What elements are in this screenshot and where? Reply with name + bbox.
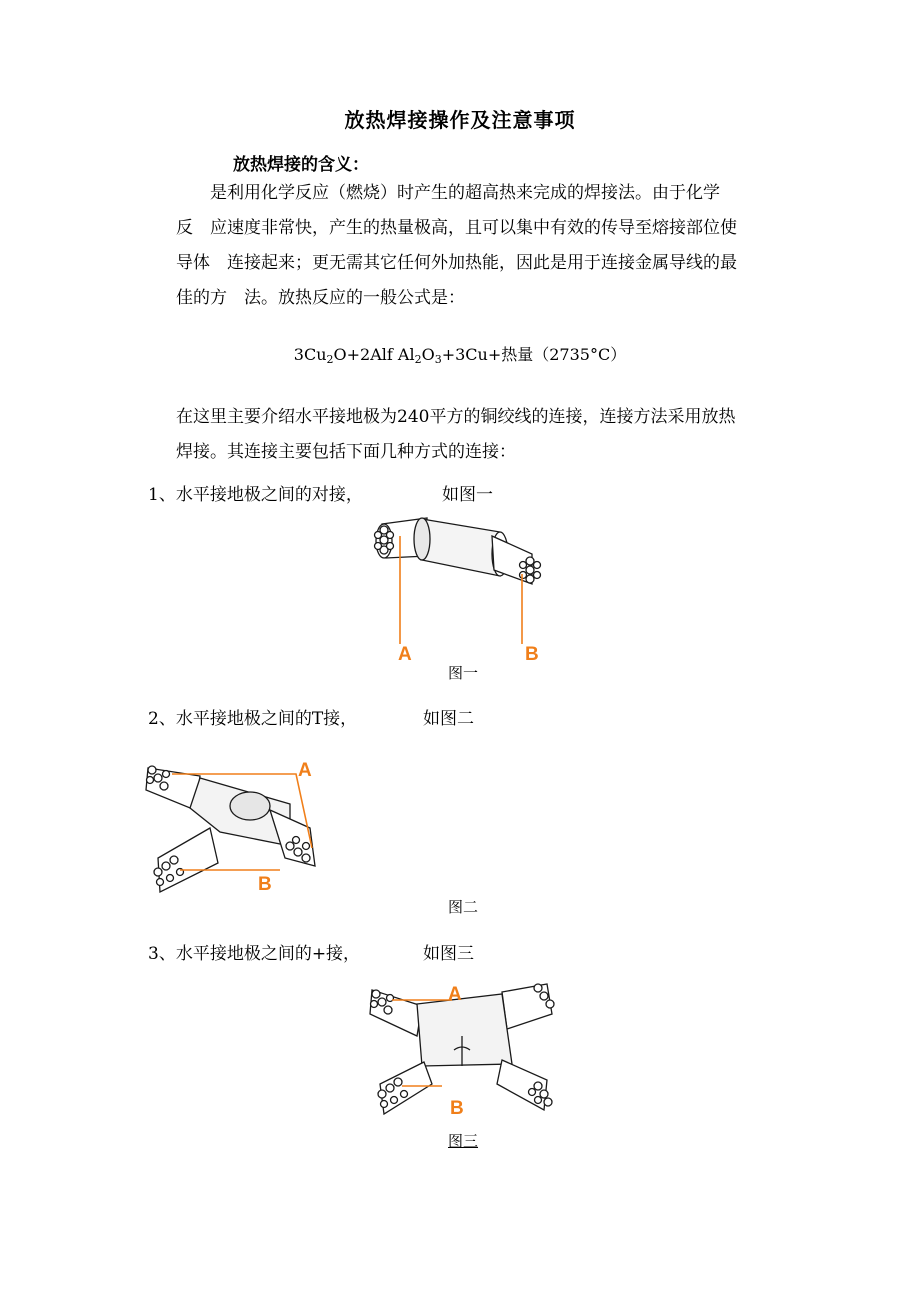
paragraph-line: 导体 连接起来；更无需其它任何外加热能，因此是用于连接金属导线的最 xyxy=(176,253,737,273)
paragraph-definition xyxy=(176,176,786,316)
label-a: A xyxy=(298,760,312,781)
figure-reference: 如图二 xyxy=(423,709,474,729)
paragraph-line: 反 应速度非常快，产生的热量极高，且可以集中有效的传导至熔接部位使 xyxy=(176,218,737,238)
list-item-text: 3、水平接地极之间的+接， xyxy=(148,944,361,964)
list-item-text: 1、水平接地极之间的对接， xyxy=(148,485,363,505)
paragraph-intro xyxy=(176,400,786,470)
label-b: B xyxy=(258,874,272,895)
section-heading: 放热焊接的含义： xyxy=(233,155,369,175)
figure-3-caption: 图三 xyxy=(448,1132,479,1150)
list-item-text: 2、水平接地极之间的T接， xyxy=(148,709,358,729)
figure-3-diagram xyxy=(362,974,562,1124)
reaction-formula: $3Cu_2O+2Alf$ $Al_2O_3+3Cu+$热量（2735°C） xyxy=(293,345,627,366)
label-b: B xyxy=(450,1098,464,1119)
figure-1-diagram xyxy=(372,514,562,664)
list-item-cross-joint xyxy=(148,939,360,964)
list-item-t-joint xyxy=(148,704,357,729)
label-a: A xyxy=(398,644,412,664)
paragraph-line: 焊接。其连接主要包括下面几种方式的连接： xyxy=(176,442,516,462)
figure-reference: 如图一 xyxy=(442,485,493,505)
page-title: 放热焊接操作及注意事项 xyxy=(344,108,576,132)
list-item-butt-joint xyxy=(148,480,363,505)
label-b: B xyxy=(525,644,539,664)
paragraph-line: 是利用化学反应（燃烧）时产生的超高热来完成的焊接法。由于化学 xyxy=(176,183,720,203)
figure-2-diagram xyxy=(140,748,340,900)
figure-2-caption: 图二 xyxy=(448,898,479,916)
paragraph-line: 在这里主要介绍水平接地极为240平方的铜绞线的连接，连接方法采用放热 xyxy=(176,407,736,427)
figure-reference: 如图三 xyxy=(423,944,474,964)
figure-1-caption: 图一 xyxy=(448,664,479,682)
label-a: A xyxy=(448,984,462,1005)
paragraph-line: 佳的方 法。放热反应的一般公式是： xyxy=(176,288,465,308)
